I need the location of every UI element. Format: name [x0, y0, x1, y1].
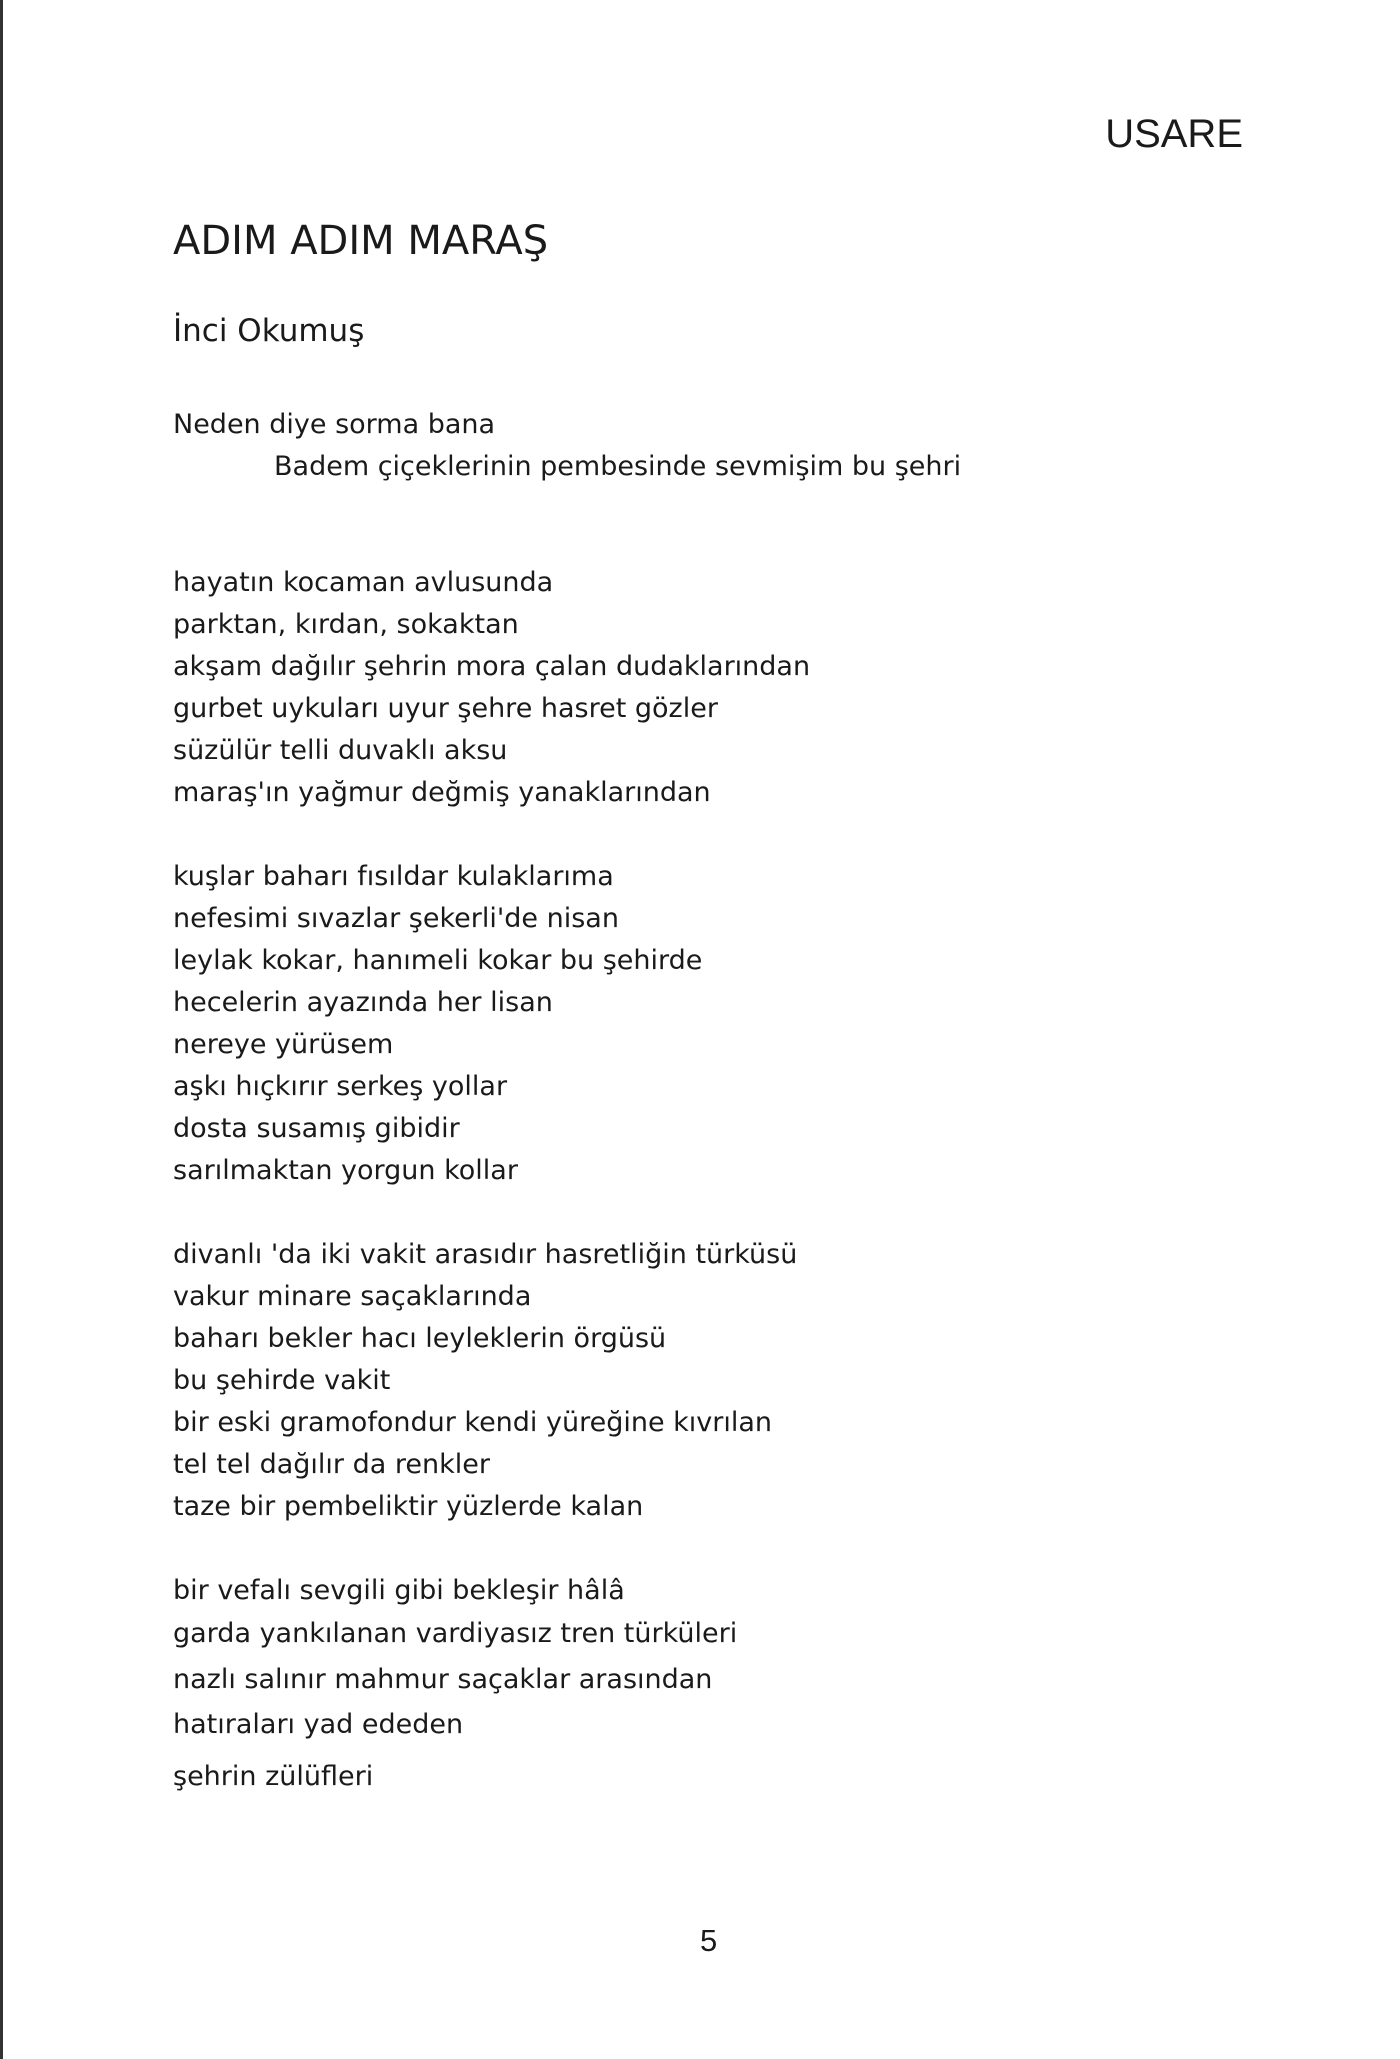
poem-line: gurbet uykuları uyur şehre hasret gözler: [173, 693, 718, 724]
poem-line: akşam dağılır şehrin mora çalan dudaklarından: [173, 651, 811, 682]
poem-line: bu şehirde vakit: [173, 1365, 391, 1396]
poem-line: parktan, kırdan, sokaktan: [173, 609, 519, 640]
page-number: 5: [700, 1923, 718, 1958]
poem-author: İnci Okumuş: [173, 313, 365, 349]
poem-line: şehrin zülüfleri: [173, 1761, 374, 1792]
poem-line: hatıraları yad ededen: [173, 1709, 464, 1740]
poem-line: kuşlar baharı fısıldar kulaklarıma: [173, 861, 614, 892]
poem-line: sarılmaktan yorgun kollar: [173, 1155, 518, 1186]
poem-line: dosta susamış gibidir: [173, 1113, 460, 1144]
poem-line: leylak kokar, hanımeli kokar bu şehirde: [173, 945, 703, 976]
poem-line: süzülür telli duvaklı aksu: [173, 735, 508, 766]
poem-line: taze bir pembeliktir yüzlerde kalan: [173, 1491, 644, 1522]
poem-line: nefesimi sıvazlar şekerli'de nisan: [173, 903, 619, 934]
poem-line: divanlı 'da iki vakit arasıdır hasretliğin türküsü: [173, 1239, 798, 1270]
poem-line: nazlı salınır mahmur saçaklar arasından: [173, 1664, 713, 1695]
poem-line: bir eski gramofondur kendi yüreğine kıvrılan: [173, 1407, 773, 1438]
magazine-header: USARE: [1105, 112, 1243, 156]
poem-line: garda yankılanan vardiyasız tren türküleri: [173, 1618, 738, 1649]
poem-line: bir vefalı sevgili gibi bekleşir hâlâ: [173, 1575, 625, 1606]
poem-line: nereye yürüsem: [173, 1029, 394, 1060]
poem-line: Neden diye sorma bana: [173, 409, 496, 440]
poem-line: aşkı hıçkırır serkeş yollar: [173, 1071, 508, 1102]
poem-line: vakur minare saçaklarında: [173, 1281, 532, 1312]
poem-line: Badem çiçeklerinin pembesinde sevmişim bu şehri: [274, 451, 962, 482]
poem-line: maraş'ın yağmur değmiş yanaklarından: [173, 777, 711, 808]
poem-line: hayatın kocaman avlusunda: [173, 567, 554, 598]
poem-line: baharı bekler hacı leyleklerin örgüsü: [173, 1323, 667, 1354]
poem-title: ADIM ADIM MARAŞ: [173, 218, 549, 264]
poem-line: hecelerin ayazında her lisan: [173, 987, 553, 1018]
poem-line: tel tel dağılır da renkler: [173, 1449, 490, 1480]
